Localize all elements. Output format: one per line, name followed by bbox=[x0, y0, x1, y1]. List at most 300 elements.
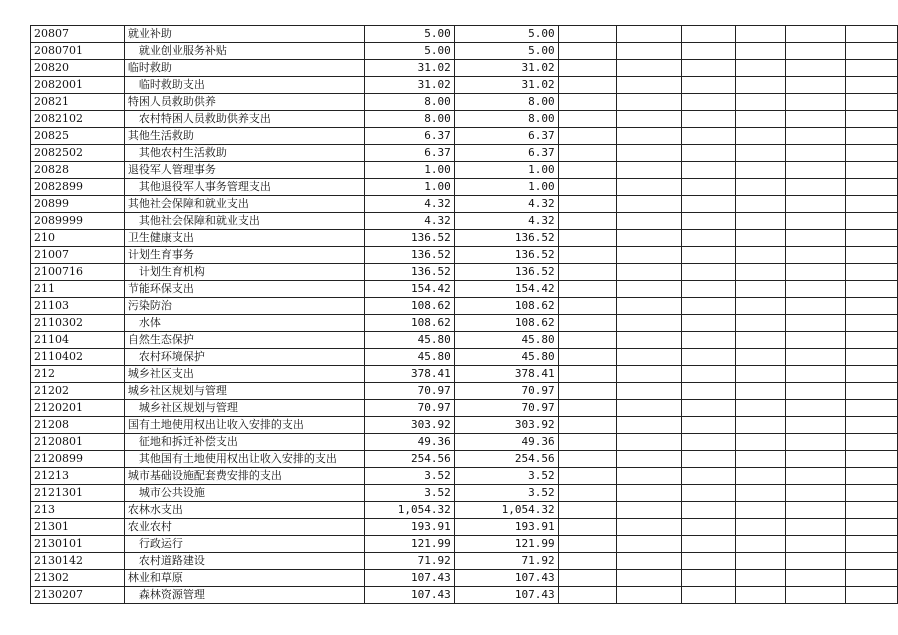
empty-cell bbox=[682, 485, 736, 502]
empty-cell bbox=[786, 94, 846, 111]
empty-cell bbox=[736, 451, 786, 468]
amount-general-cell: 254.56 bbox=[454, 451, 558, 468]
table-row bbox=[31, 213, 898, 230]
empty-cell bbox=[786, 570, 846, 587]
empty-cell bbox=[616, 332, 682, 349]
amount-total-cell: 8.00 bbox=[364, 94, 454, 111]
empty-cell bbox=[846, 179, 898, 196]
empty-cell bbox=[786, 145, 846, 162]
amount-total-cell: 121.99 bbox=[364, 536, 454, 553]
empty-cell bbox=[846, 264, 898, 281]
amount-total-cell: 136.52 bbox=[364, 230, 454, 247]
empty-cell bbox=[558, 94, 616, 111]
amount-total-cell: 108.62 bbox=[364, 315, 454, 332]
empty-cell bbox=[786, 247, 846, 264]
subject-name-cell: 林业和草原 bbox=[124, 570, 364, 587]
empty-cell bbox=[682, 570, 736, 587]
subject-code-cell: 21007 bbox=[31, 247, 125, 264]
amount-general-cell: 108.62 bbox=[454, 315, 558, 332]
subject-code-cell: 2110302 bbox=[31, 315, 125, 332]
empty-cell bbox=[786, 111, 846, 128]
empty-cell bbox=[558, 77, 616, 94]
empty-cell bbox=[682, 94, 736, 111]
table-row bbox=[31, 519, 898, 536]
amount-total-cell: 136.52 bbox=[364, 247, 454, 264]
empty-cell bbox=[846, 77, 898, 94]
subject-name-cell: 农村特困人员救助供养支出 bbox=[124, 111, 364, 128]
subject-name-cell: 计划生育事务 bbox=[124, 247, 364, 264]
empty-cell bbox=[786, 553, 846, 570]
subject-code-cell: 210 bbox=[31, 230, 125, 247]
empty-cell bbox=[558, 315, 616, 332]
empty-cell bbox=[616, 519, 682, 536]
empty-cell bbox=[786, 451, 846, 468]
subject-code-cell: 2120899 bbox=[31, 451, 125, 468]
empty-cell bbox=[846, 536, 898, 553]
empty-cell bbox=[682, 298, 736, 315]
subject-code-cell: 21301 bbox=[31, 519, 125, 536]
empty-cell bbox=[736, 315, 786, 332]
empty-cell bbox=[616, 468, 682, 485]
empty-cell bbox=[616, 162, 682, 179]
table-row bbox=[31, 196, 898, 213]
empty-cell bbox=[846, 26, 898, 43]
amount-general-cell: 107.43 bbox=[454, 570, 558, 587]
table-body bbox=[31, 26, 898, 604]
empty-cell bbox=[558, 43, 616, 60]
table-row bbox=[31, 315, 898, 332]
subject-code-cell: 21202 bbox=[31, 383, 125, 400]
amount-general-cell: 3.52 bbox=[454, 485, 558, 502]
table-row bbox=[31, 43, 898, 60]
empty-cell bbox=[616, 536, 682, 553]
subject-name-cell: 就业补助 bbox=[124, 26, 364, 43]
empty-cell bbox=[736, 383, 786, 400]
subject-code-cell: 21103 bbox=[31, 298, 125, 315]
empty-cell bbox=[616, 485, 682, 502]
amount-general-cell: 136.52 bbox=[454, 230, 558, 247]
amount-total-cell: 8.00 bbox=[364, 111, 454, 128]
empty-cell bbox=[736, 332, 786, 349]
amount-general-cell: 70.97 bbox=[454, 383, 558, 400]
subject-code-cell: 21302 bbox=[31, 570, 125, 587]
empty-cell bbox=[558, 26, 616, 43]
subject-code-cell: 2082502 bbox=[31, 145, 125, 162]
amount-general-cell: 49.36 bbox=[454, 434, 558, 451]
subject-code-cell: 20821 bbox=[31, 94, 125, 111]
amount-total-cell: 5.00 bbox=[364, 43, 454, 60]
amount-general-cell: 31.02 bbox=[454, 77, 558, 94]
empty-cell bbox=[616, 111, 682, 128]
empty-cell bbox=[558, 349, 616, 366]
empty-cell bbox=[846, 417, 898, 434]
amount-general-cell: 136.52 bbox=[454, 247, 558, 264]
empty-cell bbox=[786, 366, 846, 383]
table-row bbox=[31, 77, 898, 94]
empty-cell bbox=[616, 417, 682, 434]
empty-cell bbox=[736, 519, 786, 536]
empty-cell bbox=[682, 264, 736, 281]
table-row bbox=[31, 451, 898, 468]
empty-cell bbox=[736, 230, 786, 247]
empty-cell bbox=[786, 587, 846, 604]
empty-cell bbox=[736, 128, 786, 145]
empty-cell bbox=[846, 553, 898, 570]
subject-name-cell: 农村道路建设 bbox=[124, 553, 364, 570]
subject-name-cell: 城市公共设施 bbox=[124, 485, 364, 502]
empty-cell bbox=[786, 264, 846, 281]
empty-cell bbox=[558, 213, 616, 230]
subject-code-cell: 20899 bbox=[31, 196, 125, 213]
amount-total-cell: 254.56 bbox=[364, 451, 454, 468]
empty-cell bbox=[682, 519, 736, 536]
empty-cell bbox=[786, 315, 846, 332]
empty-cell bbox=[736, 43, 786, 60]
table-row bbox=[31, 417, 898, 434]
empty-cell bbox=[786, 502, 846, 519]
subject-code-cell: 212 bbox=[31, 366, 125, 383]
empty-cell bbox=[846, 400, 898, 417]
amount-total-cell: 6.37 bbox=[364, 128, 454, 145]
empty-cell bbox=[786, 179, 846, 196]
empty-cell bbox=[786, 519, 846, 536]
subject-code-cell: 21104 bbox=[31, 332, 125, 349]
empty-cell bbox=[682, 43, 736, 60]
empty-cell bbox=[736, 60, 786, 77]
empty-cell bbox=[616, 230, 682, 247]
empty-cell bbox=[682, 587, 736, 604]
empty-cell bbox=[736, 298, 786, 315]
empty-cell bbox=[736, 111, 786, 128]
empty-cell bbox=[846, 485, 898, 502]
empty-cell bbox=[616, 94, 682, 111]
empty-cell bbox=[736, 264, 786, 281]
empty-cell bbox=[616, 383, 682, 400]
amount-total-cell: 193.91 bbox=[364, 519, 454, 536]
empty-cell bbox=[786, 26, 846, 43]
empty-cell bbox=[616, 349, 682, 366]
subject-code-cell: 2120801 bbox=[31, 434, 125, 451]
amount-general-cell: 154.42 bbox=[454, 281, 558, 298]
subject-name-cell: 节能环保支出 bbox=[124, 281, 364, 298]
empty-cell bbox=[558, 332, 616, 349]
empty-cell bbox=[616, 179, 682, 196]
empty-cell bbox=[846, 570, 898, 587]
subject-code-cell: 2121301 bbox=[31, 485, 125, 502]
amount-total-cell: 49.36 bbox=[364, 434, 454, 451]
empty-cell bbox=[558, 264, 616, 281]
subject-code-cell: 2130101 bbox=[31, 536, 125, 553]
amount-total-cell: 1.00 bbox=[364, 179, 454, 196]
empty-cell bbox=[682, 60, 736, 77]
amount-general-cell: 121.99 bbox=[454, 536, 558, 553]
empty-cell bbox=[616, 434, 682, 451]
amount-total-cell: 154.42 bbox=[364, 281, 454, 298]
empty-cell bbox=[786, 196, 846, 213]
subject-name-cell: 农业农村 bbox=[124, 519, 364, 536]
amount-total-cell: 70.97 bbox=[364, 383, 454, 400]
empty-cell bbox=[682, 26, 736, 43]
subject-name-cell: 就业创业服务补贴 bbox=[124, 43, 364, 60]
amount-general-cell: 6.37 bbox=[454, 128, 558, 145]
amount-general-cell: 5.00 bbox=[454, 26, 558, 43]
empty-cell bbox=[682, 536, 736, 553]
empty-cell bbox=[558, 553, 616, 570]
empty-cell bbox=[682, 128, 736, 145]
amount-general-cell: 1.00 bbox=[454, 162, 558, 179]
empty-cell bbox=[616, 400, 682, 417]
empty-cell bbox=[558, 587, 616, 604]
subject-name-cell: 城乡社区规划与管理 bbox=[124, 400, 364, 417]
empty-cell bbox=[616, 196, 682, 213]
empty-cell bbox=[682, 77, 736, 94]
empty-cell bbox=[682, 162, 736, 179]
empty-cell bbox=[786, 281, 846, 298]
amount-total-cell: 1,054.32 bbox=[364, 502, 454, 519]
empty-cell bbox=[846, 451, 898, 468]
empty-cell bbox=[616, 298, 682, 315]
amount-total-cell: 378.41 bbox=[364, 366, 454, 383]
amount-total-cell: 3.52 bbox=[364, 485, 454, 502]
amount-total-cell: 45.80 bbox=[364, 349, 454, 366]
empty-cell bbox=[616, 213, 682, 230]
amount-total-cell: 4.32 bbox=[364, 213, 454, 230]
empty-cell bbox=[846, 315, 898, 332]
empty-cell bbox=[846, 145, 898, 162]
amount-general-cell: 108.62 bbox=[454, 298, 558, 315]
empty-cell bbox=[616, 26, 682, 43]
empty-cell bbox=[682, 281, 736, 298]
empty-cell bbox=[736, 400, 786, 417]
empty-cell bbox=[846, 502, 898, 519]
empty-cell bbox=[786, 332, 846, 349]
empty-cell bbox=[558, 383, 616, 400]
amount-general-cell: 31.02 bbox=[454, 60, 558, 77]
amount-total-cell: 31.02 bbox=[364, 60, 454, 77]
empty-cell bbox=[616, 502, 682, 519]
empty-cell bbox=[616, 281, 682, 298]
subject-name-cell: 水体 bbox=[124, 315, 364, 332]
subject-name-cell: 临时救助 bbox=[124, 60, 364, 77]
empty-cell bbox=[616, 43, 682, 60]
empty-cell bbox=[616, 264, 682, 281]
subject-code-cell: 213 bbox=[31, 502, 125, 519]
subject-name-cell: 退役军人管理事务 bbox=[124, 162, 364, 179]
empty-cell bbox=[558, 162, 616, 179]
amount-general-cell: 8.00 bbox=[454, 94, 558, 111]
empty-cell bbox=[682, 502, 736, 519]
table-row bbox=[31, 434, 898, 451]
subject-code-cell: 2120201 bbox=[31, 400, 125, 417]
empty-cell bbox=[846, 587, 898, 604]
amount-general-cell: 8.00 bbox=[454, 111, 558, 128]
empty-cell bbox=[558, 519, 616, 536]
empty-cell bbox=[558, 468, 616, 485]
amount-total-cell: 31.02 bbox=[364, 77, 454, 94]
empty-cell bbox=[558, 417, 616, 434]
empty-cell bbox=[736, 468, 786, 485]
empty-cell bbox=[736, 179, 786, 196]
subject-code-cell: 2082001 bbox=[31, 77, 125, 94]
empty-cell bbox=[846, 298, 898, 315]
empty-cell bbox=[786, 298, 846, 315]
empty-cell bbox=[786, 77, 846, 94]
subject-name-cell: 城乡社区支出 bbox=[124, 366, 364, 383]
empty-cell bbox=[736, 213, 786, 230]
table-row bbox=[31, 60, 898, 77]
empty-cell bbox=[786, 60, 846, 77]
empty-cell bbox=[616, 77, 682, 94]
subject-code-cell: 20825 bbox=[31, 128, 125, 145]
empty-cell bbox=[736, 485, 786, 502]
subject-code-cell: 20807 bbox=[31, 26, 125, 43]
empty-cell bbox=[558, 536, 616, 553]
empty-cell bbox=[558, 366, 616, 383]
table-row bbox=[31, 536, 898, 553]
empty-cell bbox=[558, 60, 616, 77]
empty-cell bbox=[846, 196, 898, 213]
empty-cell bbox=[736, 434, 786, 451]
table-row bbox=[31, 264, 898, 281]
empty-cell bbox=[736, 77, 786, 94]
empty-cell bbox=[682, 349, 736, 366]
empty-cell bbox=[682, 230, 736, 247]
subject-code-cell: 211 bbox=[31, 281, 125, 298]
subject-name-cell: 城乡社区规划与管理 bbox=[124, 383, 364, 400]
empty-cell bbox=[786, 349, 846, 366]
empty-cell bbox=[846, 519, 898, 536]
empty-cell bbox=[558, 111, 616, 128]
subject-name-cell: 计划生育机构 bbox=[124, 264, 364, 281]
subject-code-cell: 20820 bbox=[31, 60, 125, 77]
empty-cell bbox=[846, 332, 898, 349]
empty-cell bbox=[736, 247, 786, 264]
empty-cell bbox=[846, 128, 898, 145]
empty-cell bbox=[558, 434, 616, 451]
empty-cell bbox=[558, 196, 616, 213]
amount-total-cell: 107.43 bbox=[364, 587, 454, 604]
empty-cell bbox=[846, 247, 898, 264]
empty-cell bbox=[558, 451, 616, 468]
empty-cell bbox=[558, 400, 616, 417]
empty-cell bbox=[846, 468, 898, 485]
subject-name-cell: 自然生态保护 bbox=[124, 332, 364, 349]
empty-cell bbox=[682, 196, 736, 213]
table-row bbox=[31, 400, 898, 417]
empty-cell bbox=[786, 536, 846, 553]
amount-total-cell: 107.43 bbox=[364, 570, 454, 587]
empty-cell bbox=[786, 485, 846, 502]
subject-code-cell: 2130142 bbox=[31, 553, 125, 570]
amount-general-cell: 45.80 bbox=[454, 349, 558, 366]
subject-name-cell: 特困人员救助供养 bbox=[124, 94, 364, 111]
amount-total-cell: 45.80 bbox=[364, 332, 454, 349]
empty-cell bbox=[558, 230, 616, 247]
empty-cell bbox=[786, 383, 846, 400]
amount-total-cell: 136.52 bbox=[364, 264, 454, 281]
empty-cell bbox=[616, 315, 682, 332]
empty-cell bbox=[846, 162, 898, 179]
table-row bbox=[31, 553, 898, 570]
table-row bbox=[31, 468, 898, 485]
empty-cell bbox=[736, 349, 786, 366]
empty-cell bbox=[558, 298, 616, 315]
subject-code-cell: 21208 bbox=[31, 417, 125, 434]
empty-cell bbox=[786, 468, 846, 485]
table-row bbox=[31, 502, 898, 519]
table-row bbox=[31, 179, 898, 196]
amount-general-cell: 378.41 bbox=[454, 366, 558, 383]
subject-name-cell: 征地和拆迁补偿支出 bbox=[124, 434, 364, 451]
amount-general-cell: 193.91 bbox=[454, 519, 558, 536]
subject-name-cell: 森林资源管理 bbox=[124, 587, 364, 604]
amount-general-cell: 136.52 bbox=[454, 264, 558, 281]
empty-cell bbox=[616, 145, 682, 162]
empty-cell bbox=[558, 179, 616, 196]
empty-cell bbox=[616, 587, 682, 604]
amount-total-cell: 5.00 bbox=[364, 26, 454, 43]
subject-name-cell: 农林水支出 bbox=[124, 502, 364, 519]
empty-cell bbox=[682, 400, 736, 417]
empty-cell bbox=[786, 417, 846, 434]
empty-cell bbox=[846, 281, 898, 298]
empty-cell bbox=[786, 434, 846, 451]
empty-cell bbox=[736, 145, 786, 162]
empty-cell bbox=[736, 281, 786, 298]
empty-cell bbox=[682, 553, 736, 570]
subject-code-cell: 20828 bbox=[31, 162, 125, 179]
subject-code-cell: 2100716 bbox=[31, 264, 125, 281]
empty-cell bbox=[558, 502, 616, 519]
empty-cell bbox=[736, 196, 786, 213]
table-row bbox=[31, 162, 898, 179]
empty-cell bbox=[846, 434, 898, 451]
empty-cell bbox=[846, 213, 898, 230]
table-row bbox=[31, 111, 898, 128]
subject-code-cell: 2080701 bbox=[31, 43, 125, 60]
empty-cell bbox=[736, 26, 786, 43]
amount-general-cell: 4.32 bbox=[454, 196, 558, 213]
empty-cell bbox=[558, 281, 616, 298]
amount-general-cell: 1,054.32 bbox=[454, 502, 558, 519]
table-row bbox=[31, 128, 898, 145]
table-row bbox=[31, 145, 898, 162]
table-row bbox=[31, 349, 898, 366]
table-row bbox=[31, 383, 898, 400]
table-row bbox=[31, 587, 898, 604]
table-row bbox=[31, 366, 898, 383]
amount-total-cell: 4.32 bbox=[364, 196, 454, 213]
empty-cell bbox=[736, 587, 786, 604]
empty-cell bbox=[558, 247, 616, 264]
empty-cell bbox=[846, 366, 898, 383]
table-row bbox=[31, 332, 898, 349]
empty-cell bbox=[616, 366, 682, 383]
empty-cell bbox=[736, 417, 786, 434]
subject-name-cell: 国有土地使用权出让收入安排的支出 bbox=[124, 417, 364, 434]
budget-table bbox=[30, 25, 898, 604]
empty-cell bbox=[616, 60, 682, 77]
subject-name-cell: 其他生活救助 bbox=[124, 128, 364, 145]
empty-cell bbox=[846, 349, 898, 366]
amount-general-cell: 45.80 bbox=[454, 332, 558, 349]
subject-code-cell: 2130207 bbox=[31, 587, 125, 604]
empty-cell bbox=[682, 111, 736, 128]
amount-total-cell: 1.00 bbox=[364, 162, 454, 179]
subject-name-cell: 其他社会保障和就业支出 bbox=[124, 196, 364, 213]
empty-cell bbox=[846, 383, 898, 400]
empty-cell bbox=[736, 570, 786, 587]
